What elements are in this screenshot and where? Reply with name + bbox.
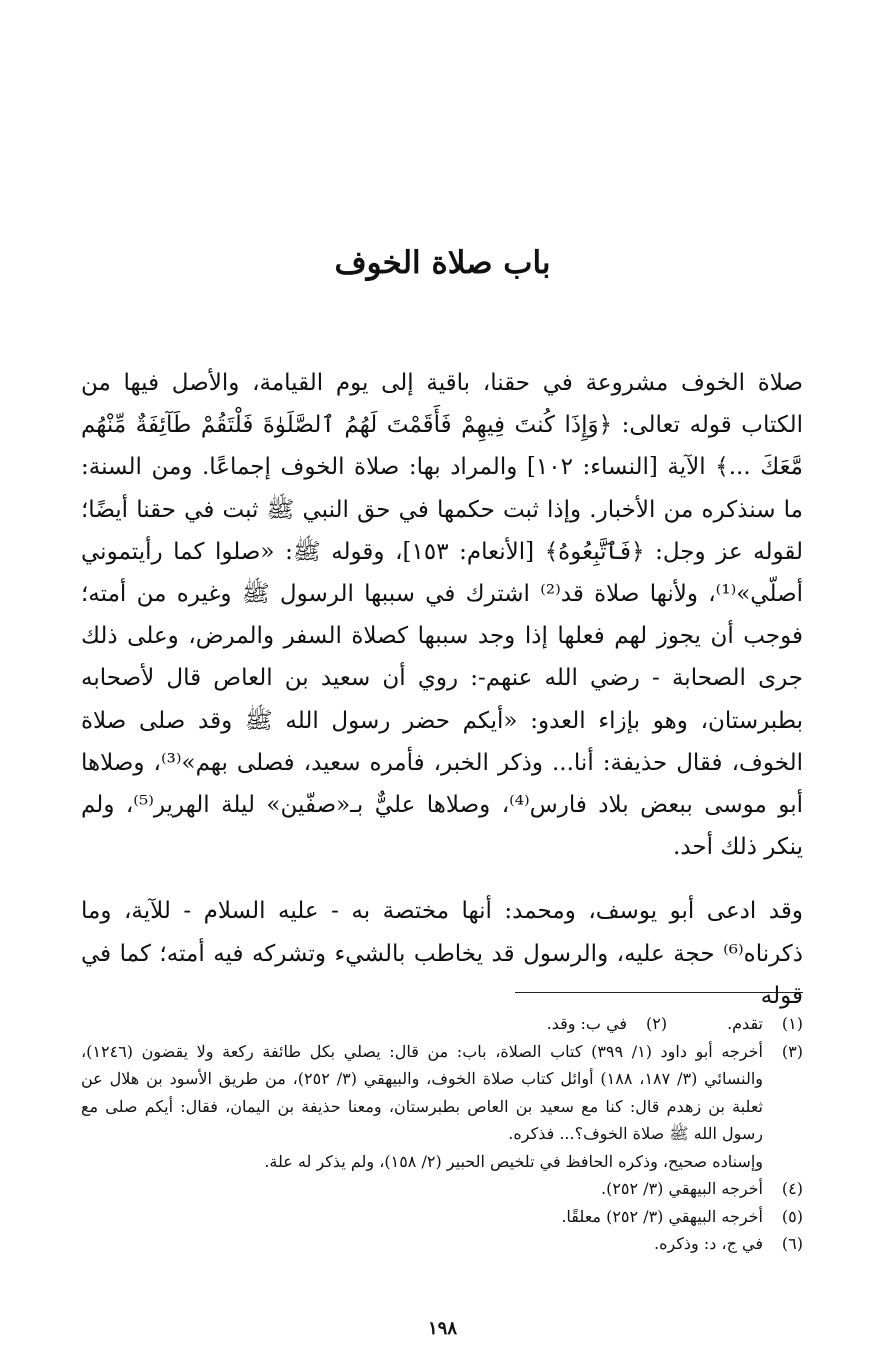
footnote-6 [81,1230,803,1258]
footnote-text: في ج، د: وذكره. [653,1234,763,1253]
footnote-2 [547,1010,667,1038]
footnote-text-continued: وإسناده صحيح، وذكره الحافظ في تلخيص الحبير (٢/ ١٥٨)، ولم يذكر له علة. [264,1151,763,1171]
paragraph-2: وقد ادعى أبو يوسف، ومحمد: أنها مختصة به - عليه السلام - للآية، وما ذكرناه⁽⁶⁾ حجة عليه، والرسول قد يخاطب بالشيء وتشركه فيه أمته؛ كما في قوله [81,898,803,1009]
footnote-number: (١) [781,1014,803,1033]
footnote-text: أخرجه البيهقي (٣/ ٢٥٢) معلقًا. [561,1206,763,1226]
footnote-text: في ب: وقد. [546,1014,628,1033]
chapter-title: باب صلاة الخوف [334,245,551,281]
paragraph-1: صلاة الخوف مشروعة في حقنا، باقية إلى يوم القيامة، والأصل فيها من الكتاب قوله تعالى: ﴿وَإِذَا كُنتَ فِيهِمْ فَأَقَمْتَ لَهُمُ ٱلصَّلَوٰةَ فَلْتَقُمْ طَآئِفَةٌ مِّنْهُم مَّعَكَ ...﴾ الآية [النساء: ١٠٢] والمراد بها: صلاة الخوف إجماعًا. ومن السنة: ما سنذكره من الأخبار. وإذا ثبت حكمها في حق النبي ﷺ ثبت في حقنا أيضًا؛ لقوله عز وجل: ﴿فَٱتَّبِعُوهُ﴾ [الأنعام: ١٥٣]، وقوله ﷺ: «صلوا كما رأيتموني أصلّي»⁽¹⁾، ولأنها صلاة قد⁽²⁾ اشترك في سببها الرسول ﷺ وغيره من أمته؛ فوجب أن يجوز لهم فعلها إذا وجد سببها كصلاة السفر والمرض، وعلى ذلك جرى الصحابة - رضي الله عنهم-: روي أن سعيد بن العاص قال لأصحابه بطبرستان، وهو بإزاء العدو: «أيكم حضر رسول الله ﷺ وقد صلى صلاة الخوف، فقال حذيفة: أنا... وذكر الخبر، فأمره سعيد، فصلى بهم»⁽³⁾، وصلاها أبو موسى ببعض بلاد فارس⁽⁴⁾، وصلاها عليٌّ بـ«صفّين» ليلة الهرير⁽⁵⁾، ولم ينكر ذلك أحد. [81,370,804,861]
footnote-number: (٢) [645,1014,668,1033]
footnote-number: (٦) [781,1234,803,1253]
page-number: ١٩٨ [427,1318,457,1339]
footnote-number: (٥) [781,1206,803,1226]
footnote-4 [81,1175,803,1203]
footnote-separator [515,992,803,993]
footnote-row-1-2 [81,1010,803,1038]
footnote-1 [727,1010,803,1038]
footnote-text: تقدم. [727,1014,763,1033]
footnote-number: (٤) [781,1179,803,1198]
footnote-text: أخرجه البيهقي (٣/ ٢٥٢). [600,1179,763,1198]
footnote-3 [81,1038,803,1176]
footnote-number: (٣) [781,1041,803,1061]
footnote-5 [81,1203,803,1231]
main-text [81,362,803,1017]
footnotes [81,1010,803,1258]
footnote-text: أخرجه أبو داود (١/ ٣٩٩) كتاب الصلاة، باب: من قال: يصلي بكل طائفة ركعة ولا يقضون (١٢٤٦)، والنسائي (٣/ ١٨٧، ١٨٨) أوائل كتاب صلاة الخوف، والبيهقي (٣/ ٢٥٢)، من طريق الأسود بن هلال عن ثعلبة بن زهدم قال: كنا مع سعيد بن العاص بطبرستان، ومعنا حذيفة بن اليمان، فقال: أيكم صلى مع رسول الله ﷺ صلاة الخوف؟... فذكره. [81,1041,764,1143]
